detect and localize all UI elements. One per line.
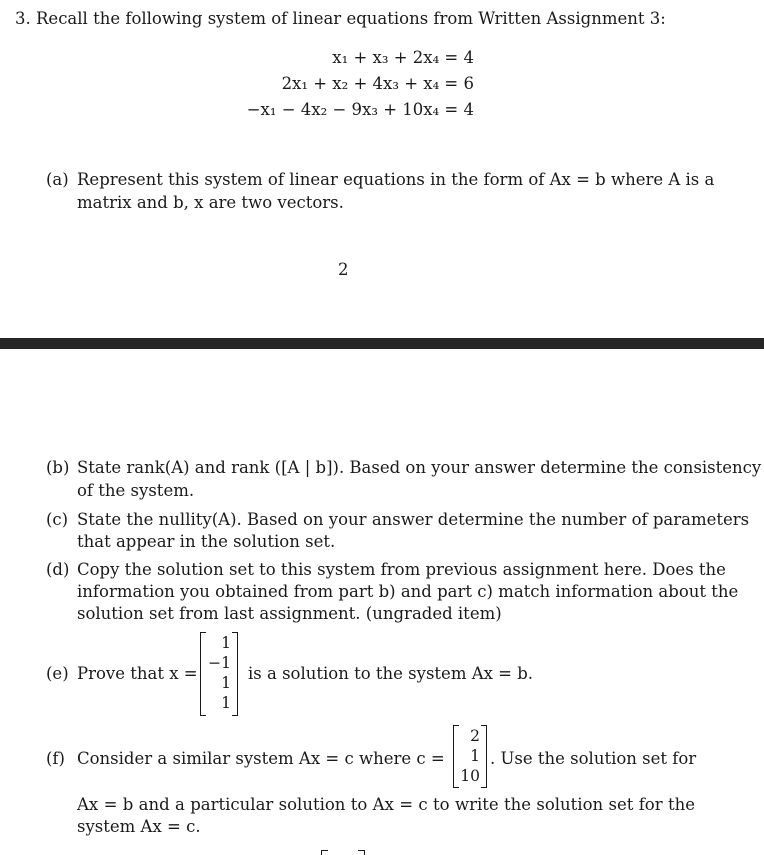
part-c-line1: State the nullity(A). Based on your answer determine the number of parameters bbox=[77, 510, 750, 529]
part-f-vector-entry: 2 bbox=[470, 727, 480, 745]
problem-header bbox=[15, 9, 666, 28]
part-e-vector-entry: −1 bbox=[208, 654, 231, 672]
part-f-vector-entry: 10 bbox=[460, 767, 480, 785]
equation-2: 2x₁ + x₂ + 4x₃ + x₄ = 6 bbox=[281, 74, 474, 93]
problem-intro: Recall the following system of linear equations from Written Assignment 3: bbox=[36, 9, 666, 28]
equation-3: −x₁ − 4x₂ − 9x₃ + 10x₄ = 4 bbox=[246, 100, 474, 119]
part-f-line3: system Ax = c. bbox=[77, 817, 201, 836]
page-number: 2 bbox=[338, 260, 349, 279]
part-f-vector-entry: 1 bbox=[470, 747, 480, 765]
page-divider bbox=[0, 338, 764, 349]
part-f-vector bbox=[453, 725, 487, 788]
equation-1: x₁ + x₃ + 2x₄ = 4 bbox=[332, 48, 474, 67]
part-e-suffix: is a solution to the system Ax = b. bbox=[248, 664, 534, 683]
part-d-line2: information you obtained from part b) and part c) match information about the bbox=[77, 582, 739, 601]
part-d-line3: solution set from last assignment. (ungraded item) bbox=[77, 604, 502, 623]
next-matrix-bracket-right bbox=[358, 850, 365, 855]
part-c-line2: that appear in the solution set. bbox=[77, 532, 336, 551]
part-f-suffix: . Use the solution set for bbox=[490, 749, 697, 768]
part-f-prefix: Consider a similar system Ax = c where c = bbox=[77, 749, 445, 768]
part-a-line1: Represent this system of linear equations in the form of Ax = b where A is a bbox=[77, 170, 715, 189]
part-e-prefix: Prove that x = bbox=[77, 664, 198, 683]
part-f-line2: Ax = b and a particular solution to Ax = c to write the solution set for the bbox=[77, 795, 695, 814]
next-matrix-bracket-left bbox=[321, 850, 328, 855]
problem-number: 3. bbox=[15, 9, 31, 28]
part-f-label: (f) bbox=[46, 749, 65, 768]
part-e-vector bbox=[200, 632, 238, 716]
part-d-line1: Copy the solution set to this system from previous assignment here. Does the bbox=[77, 560, 726, 579]
part-e-label: (e) bbox=[46, 664, 69, 683]
part-a-line2: matrix and b, x are two vectors. bbox=[77, 193, 344, 212]
part-e-vector-entry: 1 bbox=[221, 634, 231, 652]
part-a-label: (a) bbox=[46, 170, 69, 189]
part-b-label: (b) bbox=[46, 458, 70, 477]
part-c-label: (c) bbox=[46, 510, 69, 529]
part-b-line1: State rank(A) and rank ([A | b]). Based on your answer determine the consistency bbox=[77, 458, 762, 477]
part-b-line2: of the system. bbox=[77, 481, 195, 500]
part-e-vector-entry: 1 bbox=[221, 674, 231, 692]
part-e-vector-entry: 1 bbox=[221, 694, 231, 712]
part-d-label: (d) bbox=[46, 560, 70, 579]
